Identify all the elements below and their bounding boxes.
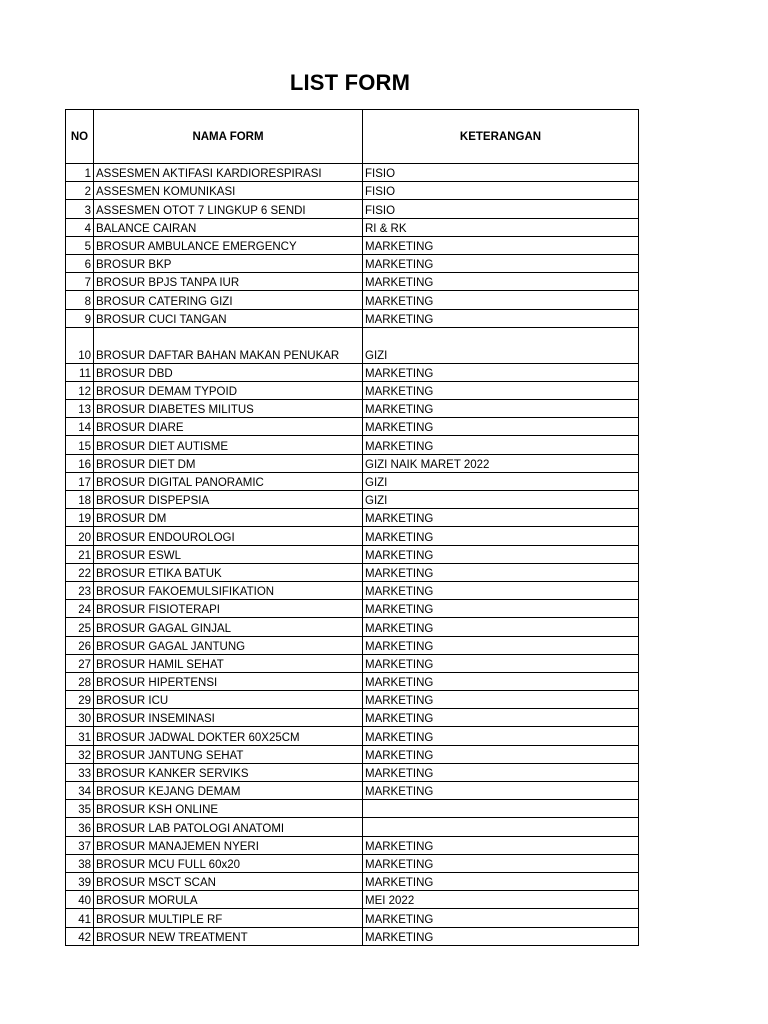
row-keterangan: MARKETING [363,927,639,945]
row-form-name: BROSUR GAGAL JANTUNG [94,636,363,654]
row-keterangan: GIZI NAIK MARET 2022 [363,454,639,472]
row-form-name: BROSUR DISPEPSIA [94,491,363,509]
row-keterangan: MARKETING [363,636,639,654]
row-form-name: BROSUR DEMAM TYPOID [94,381,363,399]
row-number: 34 [66,782,94,800]
row-number: 2 [66,182,94,200]
row-form-name: ASSESMEN AKTIFASI KARDIORESPIRASI [94,164,363,182]
row-form-name: BROSUR MCU FULL 60x20 [94,854,363,872]
table-row [66,854,639,872]
row-number: 18 [66,491,94,509]
table-row [66,218,639,236]
table-row [66,745,639,763]
row-form-name: BROSUR FISIOTERAPI [94,600,363,618]
row-keterangan: MARKETING [363,654,639,672]
row-keterangan: MARKETING [363,854,639,872]
table-row [66,454,639,472]
row-form-name: BROSUR INSEMINASI [94,709,363,727]
row-form-name: BROSUR ICU [94,691,363,709]
table-row [66,909,639,927]
row-number: 14 [66,418,94,436]
row-keterangan: MARKETING [363,418,639,436]
row-keterangan: MARKETING [363,363,639,381]
row-keterangan: GIZI [363,491,639,509]
table-row [66,418,639,436]
table-row [66,563,639,581]
row-number: 15 [66,436,94,454]
row-keterangan: MARKETING [363,527,639,545]
row-number: 10 [66,327,94,363]
row-keterangan: MARKETING [363,836,639,854]
table-row [66,709,639,727]
row-keterangan: MARKETING [363,509,639,527]
row-keterangan: MARKETING [363,400,639,418]
row-keterangan: MARKETING [363,236,639,254]
row-form-name: BROSUR DIET AUTISME [94,436,363,454]
row-form-name: BROSUR BKP [94,254,363,272]
row-number: 20 [66,527,94,545]
table-row [66,182,639,200]
row-form-name: BROSUR DIARE [94,418,363,436]
row-form-name: BROSUR MSCT SCAN [94,872,363,890]
table-row [66,800,639,818]
table-row [66,654,639,672]
row-number: 38 [66,854,94,872]
row-number: 12 [66,381,94,399]
row-form-name: BROSUR FAKOEMULSIFIKATION [94,581,363,599]
row-number: 35 [66,800,94,818]
row-form-name: BROSUR MORULA [94,891,363,909]
row-keterangan: MARKETING [363,909,639,927]
row-number: 9 [66,309,94,327]
row-form-name: BROSUR NEW TREATMENT [94,927,363,945]
table-row [66,381,639,399]
table-row [66,491,639,509]
table-row [66,236,639,254]
row-number: 23 [66,581,94,599]
row-keterangan: MARKETING [363,581,639,599]
row-number: 42 [66,927,94,945]
table-row [66,782,639,800]
table-row [66,200,639,218]
table-row [66,527,639,545]
table-row [66,327,639,363]
row-number: 16 [66,454,94,472]
row-form-name: BROSUR MANAJEMEN NYERI [94,836,363,854]
row-number: 7 [66,273,94,291]
row-number: 33 [66,763,94,781]
row-form-name: BROSUR DIGITAL PANORAMIC [94,472,363,490]
table-row [66,872,639,890]
table-row [66,691,639,709]
row-keterangan: MARKETING [363,381,639,399]
row-form-name: BROSUR DIET DM [94,454,363,472]
row-number: 11 [66,363,94,381]
header-row [66,110,639,164]
row-keterangan: RI & RK [363,218,639,236]
row-number: 19 [66,509,94,527]
row-keterangan: MARKETING [363,254,639,272]
row-form-name: ASSESMEN OTOT 7 LINGKUP 6 SENDI [94,200,363,218]
row-form-name: BROSUR KEJANG DEMAM [94,782,363,800]
row-number: 28 [66,672,94,690]
row-number: 8 [66,291,94,309]
row-keterangan: MARKETING [363,273,639,291]
row-number: 22 [66,563,94,581]
row-form-name: BROSUR KSH ONLINE [94,800,363,818]
table-row [66,672,639,690]
row-keterangan: GIZI [363,327,639,363]
table-row [66,636,639,654]
row-form-name: BROSUR DAFTAR BAHAN MAKAN PENUKAR [94,327,363,363]
table-row [66,545,639,563]
row-keterangan: MARKETING [363,600,639,618]
row-number: 5 [66,236,94,254]
header-nama-form: NAMA FORM [94,110,363,164]
table-row [66,927,639,945]
row-number: 24 [66,600,94,618]
row-form-name: BROSUR JANTUNG SEHAT [94,745,363,763]
row-form-name: BROSUR CUCI TANGAN [94,309,363,327]
row-keterangan: MARKETING [363,872,639,890]
row-form-name: BROSUR ETIKA BATUK [94,563,363,581]
row-number: 27 [66,654,94,672]
row-number: 29 [66,691,94,709]
row-number: 36 [66,818,94,836]
row-number: 6 [66,254,94,272]
row-number: 25 [66,618,94,636]
row-form-name: BROSUR DBD [94,363,363,381]
row-keterangan: MARKETING [363,763,639,781]
row-number: 4 [66,218,94,236]
row-keterangan [363,818,639,836]
table-row [66,763,639,781]
row-form-name: BROSUR AMBULANCE EMERGENCY [94,236,363,254]
form-list-table [65,109,639,946]
row-form-name: BROSUR GAGAL GINJAL [94,618,363,636]
header-keterangan: KETERANGAN [363,110,639,164]
row-number: 39 [66,872,94,890]
row-form-name: BROSUR DM [94,509,363,527]
row-keterangan: MARKETING [363,309,639,327]
row-keterangan: FISIO [363,200,639,218]
table-row [66,472,639,490]
row-form-name: ASSESMEN KOMUNIKASI [94,182,363,200]
row-form-name: BROSUR KANKER SERVIKS [94,763,363,781]
row-keterangan: GIZI [363,472,639,490]
row-keterangan: MARKETING [363,563,639,581]
row-number: 21 [66,545,94,563]
row-form-name: BROSUR DIABETES MILITUS [94,400,363,418]
row-form-name: BALANCE CAIRAN [94,218,363,236]
row-keterangan: MARKETING [363,618,639,636]
row-keterangan: FISIO [363,164,639,182]
table-row [66,436,639,454]
row-number: 17 [66,472,94,490]
table-row [66,509,639,527]
row-form-name: BROSUR BPJS TANPA IUR [94,273,363,291]
row-keterangan: MARKETING [363,436,639,454]
table-row [66,891,639,909]
table-row [66,618,639,636]
table-row [66,836,639,854]
row-number: 3 [66,200,94,218]
row-keterangan: MARKETING [363,691,639,709]
row-number: 30 [66,709,94,727]
table-row [66,727,639,745]
row-keterangan: MARKETING [363,709,639,727]
header-no: NO [66,110,94,164]
table-row [66,400,639,418]
table-row [66,164,639,182]
row-keterangan: MARKETING [363,672,639,690]
table-body [66,164,639,946]
table-row [66,600,639,618]
table-row [66,254,639,272]
row-keterangan [363,800,639,818]
row-form-name: BROSUR ENDOUROLOGI [94,527,363,545]
table-row [66,363,639,381]
row-form-name: BROSUR JADWAL DOKTER 60X25CM [94,727,363,745]
table-row [66,309,639,327]
row-form-name: BROSUR HIPERTENSI [94,672,363,690]
row-form-name: BROSUR ESWL [94,545,363,563]
row-form-name: BROSUR LAB PATOLOGI ANATOMI [94,818,363,836]
table-row [66,273,639,291]
row-form-name: BROSUR CATERING GIZI [94,291,363,309]
page-title: LIST FORM [289,70,411,95]
row-number: 40 [66,891,94,909]
row-keterangan: MARKETING [363,291,639,309]
row-keterangan: MEI 2022 [363,891,639,909]
row-keterangan: FISIO [363,182,639,200]
row-form-name: BROSUR MULTIPLE RF [94,909,363,927]
row-number: 37 [66,836,94,854]
table-row [66,818,639,836]
row-keterangan: MARKETING [363,545,639,563]
row-keterangan: MARKETING [363,745,639,763]
row-keterangan: MARKETING [363,727,639,745]
row-number: 13 [66,400,94,418]
table-row [66,291,639,309]
row-number: 1 [66,164,94,182]
row-number: 32 [66,745,94,763]
row-number: 41 [66,909,94,927]
row-number: 31 [66,727,94,745]
table-row [66,581,639,599]
row-form-name: BROSUR HAMIL SEHAT [94,654,363,672]
row-number: 26 [66,636,94,654]
row-keterangan: MARKETING [363,782,639,800]
